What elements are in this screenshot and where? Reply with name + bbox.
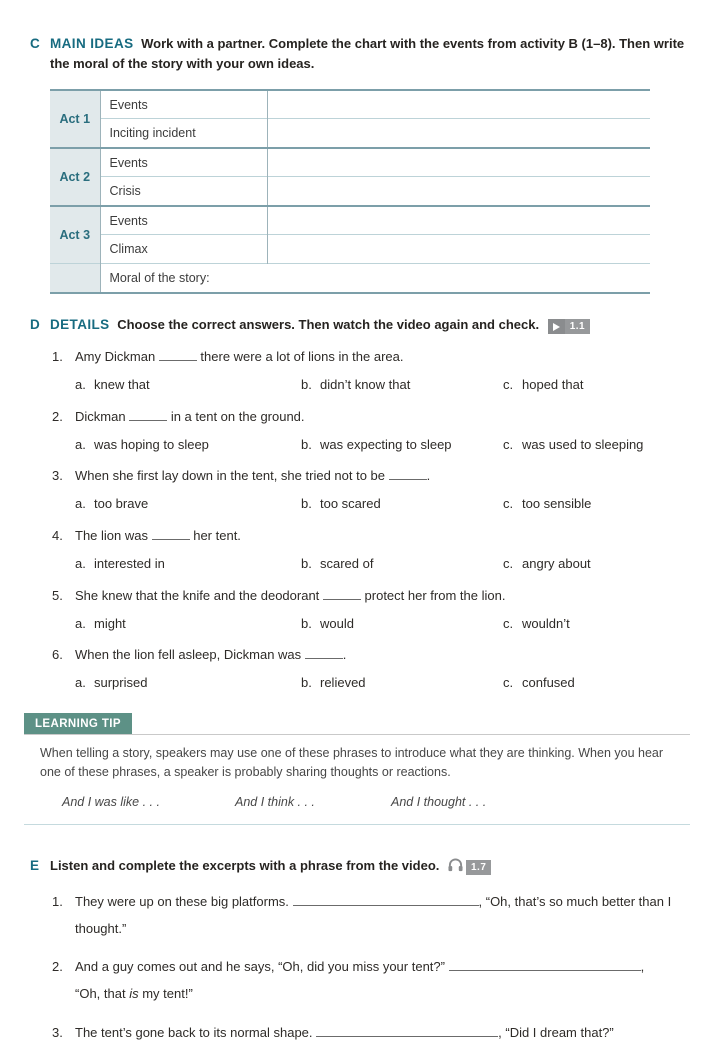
video-badge-label: 1.1: [569, 321, 586, 333]
question-before-blank: Amy Dickman: [75, 349, 156, 364]
chart-label-climax: Climax: [100, 235, 267, 264]
options-row: [75, 495, 686, 514]
option-a: a. too brave: [75, 496, 149, 512]
chart-row: [50, 90, 650, 119]
answer-blank: [159, 360, 197, 361]
audio-badge: [448, 858, 491, 878]
question-before-blank: The lion was: [75, 528, 148, 544]
question-after-blank: there were a lot of lions in the area.: [196, 349, 404, 364]
question-text: [52, 587, 686, 606]
main-ideas-chart: [50, 89, 650, 294]
learning-tip-body: When telling a story, speakers may use one of these phrases to introduce what they are thinking. When you hear one of these phrases, a speaker is probably sharing thoughts or reactions.: [40, 746, 664, 779]
option-c: c. was used to sleeping: [503, 436, 644, 452]
question-6: [52, 646, 686, 693]
question-before-blank: She knew that the knife and the deodorant: [75, 587, 320, 603]
section-d-letter: D: [30, 316, 40, 332]
question-text: [52, 467, 686, 486]
chart-answer-blank: [267, 148, 650, 177]
section-e-instructions: Listen and complete the excerpts with a phrase from the video.: [50, 857, 440, 873]
question-1: [52, 348, 686, 395]
option-a: a. knew that: [75, 376, 150, 392]
tip-phrase-2: And I think . . .: [235, 794, 315, 809]
learning-tip-title: LEARNING TIP: [24, 713, 132, 734]
chart-row: [50, 177, 650, 206]
question-before-blank: When the lion fell asleep, Dickman was: [75, 647, 302, 663]
option-b: b. relieved: [301, 675, 366, 691]
chart-label-crisis: Crisis: [100, 177, 267, 206]
question-after-blank: .: [426, 468, 431, 484]
tip-phrase-3: And I thought . . .: [391, 794, 487, 809]
section-c-letter: C: [30, 36, 40, 51]
options-row: [75, 376, 686, 395]
chart-row: [50, 235, 650, 264]
option-c: c. angry about: [503, 555, 591, 571]
answer-blank: [449, 970, 641, 971]
chart-answer-blank: [267, 206, 650, 235]
excerpt-text: “Oh, that: [75, 986, 130, 1002]
question-after-blank: her tent.: [189, 528, 241, 544]
options-row: [75, 436, 686, 455]
section-d-instructions: Choose the correct answers. Then watch the video again and check.: [117, 316, 540, 332]
section-d-header: [30, 315, 686, 335]
question-number: 6.: [52, 647, 63, 663]
moral-label: Moral of the story:: [100, 264, 650, 293]
option-c: c. hoped that: [503, 376, 584, 392]
tip-phrase-1: And I was like . . .: [62, 794, 160, 809]
excerpt-before-blank: And a guy comes out and he says, “Oh, did you miss your tent?”: [75, 959, 445, 975]
excerpt-after-blank: , “Did I dream that?”: [498, 1024, 614, 1040]
section-c-title: MAIN IDEAS: [50, 36, 134, 51]
chart-row: [50, 206, 650, 235]
question-after-blank: .: [342, 647, 347, 663]
option-c: c. too sensible: [503, 496, 592, 512]
excerpt-2: [52, 954, 686, 1007]
answer-blank: [316, 1036, 498, 1037]
video-badge: [548, 319, 590, 334]
option-a: a. surprised: [75, 675, 148, 691]
answer-blank: [305, 658, 343, 659]
chart-answer-blank: [267, 119, 650, 148]
options-row: [75, 615, 686, 634]
option-c: c. confused: [503, 675, 575, 691]
item-number: 1.: [52, 894, 63, 910]
question-number: 1.: [52, 349, 63, 364]
answer-blank: [323, 599, 361, 600]
headphones-icon: [448, 858, 463, 878]
chart-label-events: Events: [100, 206, 267, 235]
question-text: [52, 646, 686, 665]
excerpt-line-1: [75, 954, 686, 981]
chart-label-events: Events: [100, 90, 267, 119]
excerpt-emphasis: is: [129, 986, 139, 1002]
question-2: [52, 408, 686, 455]
excerpt-line-2: [75, 981, 686, 1008]
chart-row-moral: [50, 264, 650, 293]
question-text: [52, 527, 686, 546]
question-before-blank: Dickman: [75, 408, 126, 424]
section-c-instructions: Work with a partner. Complete the chart with the events from activity B (1–8). Then write the moral of the story with your own ideas.: [50, 36, 685, 72]
option-a: a. interested in: [75, 555, 165, 571]
option-b: b. was expecting to sleep: [301, 436, 452, 452]
item-number: 3.: [52, 1024, 63, 1040]
play-icon: [548, 319, 565, 334]
chart-label-events: Events: [100, 148, 267, 177]
excerpt-1: [52, 889, 686, 942]
answer-blank: [152, 539, 190, 540]
item-number: 2.: [52, 959, 63, 975]
section-d-title: DETAILS: [50, 316, 110, 332]
excerpt-after-blank: , “Oh, that’s so much better than I thought.”: [75, 894, 672, 936]
tip-top-rule: [24, 734, 690, 735]
question-text: [52, 408, 686, 427]
learning-tip-phrases: [62, 795, 690, 809]
question-number: 3.: [52, 468, 63, 484]
excerpt-line-end: ,: [640, 959, 645, 975]
option-c: c. wouldn’t: [503, 615, 570, 631]
options-row: [75, 674, 686, 693]
act-2-cell: Act 2: [50, 148, 100, 206]
audio-badge-label: 1.7: [471, 861, 487, 873]
learning-tip-box: [24, 713, 690, 825]
question-number: 5.: [52, 587, 63, 603]
answer-blank: [129, 420, 167, 421]
question-number: 2.: [52, 408, 63, 424]
answer-blank: [389, 479, 427, 480]
question-5: [52, 587, 686, 634]
excerpt-text: my tent!”: [138, 986, 193, 1002]
question-4: [52, 527, 686, 574]
chart-label-inciting-incident: Inciting incident: [100, 119, 267, 148]
question-3: [52, 467, 686, 514]
options-row: [75, 555, 686, 574]
option-b: b. didn’t know that: [301, 376, 411, 392]
question-before-blank: When she first lay down in the tent, she tried not to be: [75, 468, 386, 484]
question-number: 4.: [52, 528, 63, 544]
act-empty-cell: [50, 264, 100, 293]
act-3-cell: Act 3: [50, 206, 100, 264]
question-text: [52, 348, 686, 367]
chart-answer-blank: [267, 90, 650, 119]
excerpt-before-blank: The tent’s gone back to its normal shape.: [75, 1024, 313, 1040]
section-c-header: [30, 34, 686, 74]
chart-answer-blank: [267, 177, 650, 206]
section-e-letter: E: [30, 857, 40, 873]
question-after-blank: in a tent on the ground.: [167, 408, 305, 424]
option-b: b. too scared: [301, 496, 381, 512]
option-a: a. was hoping to sleep: [75, 436, 209, 452]
chart-row: [50, 148, 650, 177]
option-b: b. scared of: [301, 555, 374, 571]
act-1-cell: Act 1: [50, 90, 100, 148]
excerpt-before-blank: They were up on these big platforms.: [75, 894, 289, 910]
chart-row: [50, 119, 650, 148]
answer-blank: [293, 905, 479, 906]
question-after-blank: protect her from the lion.: [360, 587, 506, 603]
option-a: a. might: [75, 615, 126, 631]
section-e-header: [30, 856, 686, 878]
chart-answer-blank: [267, 235, 650, 264]
excerpt-3: [52, 1020, 686, 1046]
option-b: b. would: [301, 615, 354, 631]
